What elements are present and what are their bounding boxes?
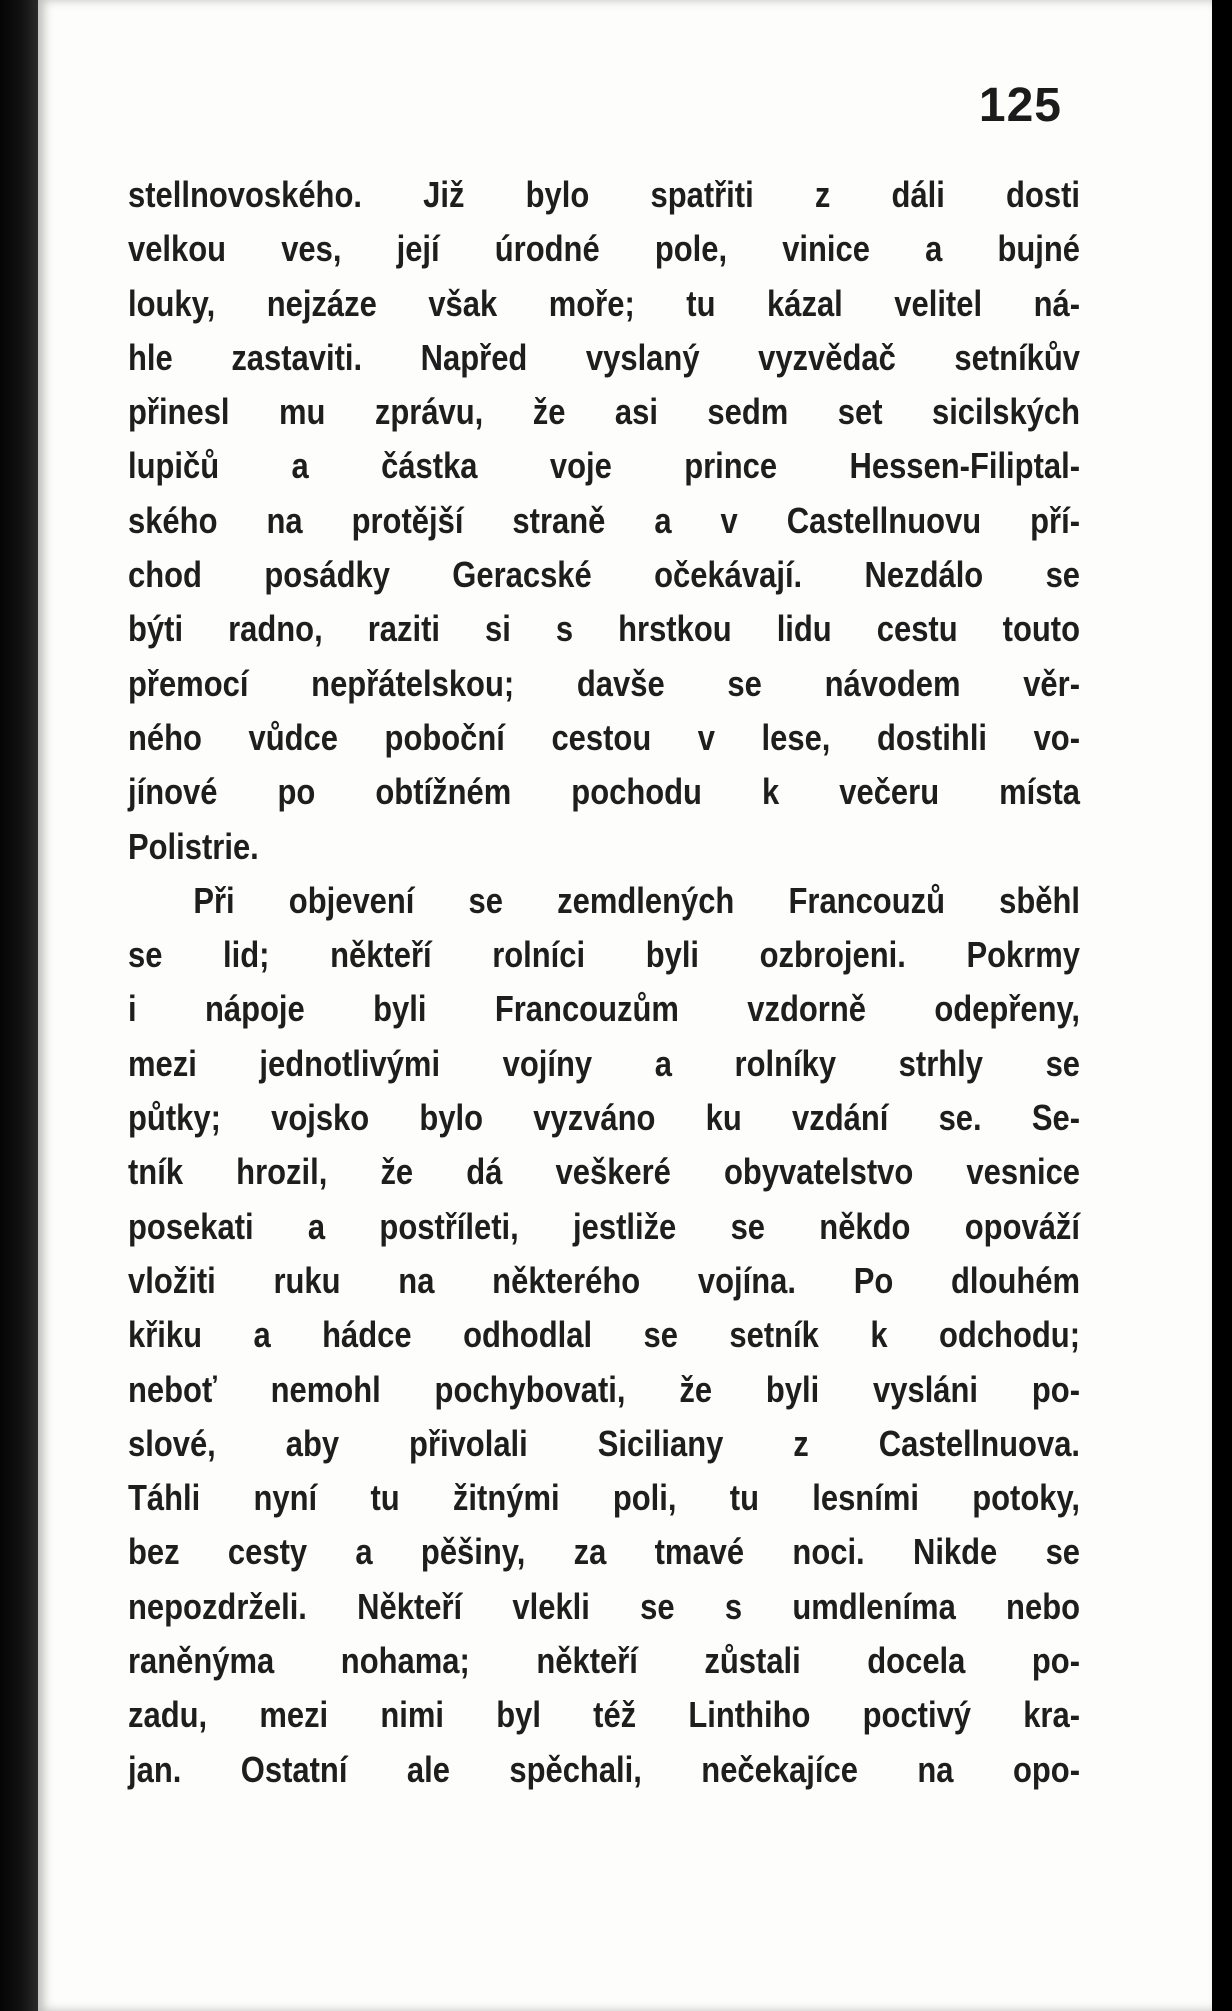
text-line: půtky; vojsko bylo vyzváno ku vzdání se. Se- xyxy=(128,1097,1081,1139)
text-line: ného vůdce poboční cestou v lese, dostihli vo- xyxy=(128,716,1081,758)
text-line: raněnýma nohama; někteří zůstali docela po- xyxy=(128,1640,1081,1682)
text-line: i nápoje byli Francouzům vzdorně odepřeny, xyxy=(128,988,1081,1030)
text-line: Táhli nyní tu žitnými poli, tu lesními potoky, xyxy=(128,1477,1081,1519)
text-line: slové, aby přivolali Siciliany z Castellnuova. xyxy=(128,1422,1081,1464)
text-line: hle zastaviti. Napřed vyslaný vyzvědač setníkův xyxy=(128,336,1081,378)
text-line: jan. Ostatní ale spěchali, nečekajíce na opo- xyxy=(128,1748,1081,1790)
text-line: Polistrie. xyxy=(128,825,259,867)
scan-edge-left xyxy=(0,0,38,2011)
text-line: bez cesty a pěšiny, za tmavé noci. Nikde se xyxy=(128,1531,1081,1573)
text-line: se lid; někteří rolníci byli ozbrojeni. Pokrmy xyxy=(128,934,1081,976)
text-line: nepozdrželi. Někteří vlekli se s umdleníma nebo xyxy=(128,1585,1081,1627)
page-number: 125 xyxy=(978,79,1062,132)
text-line: býti radno, raziti si s hrstkou lidu cestu touto xyxy=(128,608,1081,650)
text-line: přinesl mu zprávu, že asi sedm set sicilských xyxy=(128,391,1081,433)
text-line: louky, nejzáze však moře; tu kázal velitel ná- xyxy=(128,282,1081,324)
text-line: neboť nemohl pochybovati, že byli vysláni po- xyxy=(128,1368,1081,1410)
text-line: ského na protější straně a v Castellnuovu pří- xyxy=(128,499,1081,541)
text-line: vložiti ruku na některého vojína. Po dlouhém xyxy=(128,1259,1081,1301)
text-line: přemocí nepřátelskou; davše se návodem věr- xyxy=(128,662,1081,704)
text-line: velkou ves, její úrodné pole, vinice a bujné xyxy=(128,228,1081,270)
text-line: chod posádky Geracské očekávají. Nezdálo se xyxy=(128,554,1081,596)
text-line: Při objevení se zemdlených Francouzů sběhl xyxy=(193,879,1081,921)
body-text xyxy=(128,168,1081,1797)
text-line: lupičů a částka voje prince Hessen-Filiptal- xyxy=(128,445,1081,487)
text-line: jínové po obtížném pochodu k večeru místa xyxy=(128,771,1081,813)
book-page xyxy=(38,0,1212,2011)
text-line: křiku a hádce odhodlal se setník k odchodu; xyxy=(128,1314,1081,1356)
text-line: zadu, mezi nimi byl též Linthiho poctivý kra- xyxy=(128,1694,1081,1736)
text-line: stellnovoského. Již bylo spatřiti z dáli dosti xyxy=(128,174,1081,215)
text-line: mezi jednotlivými vojíny a rolníky strhly se xyxy=(128,1042,1081,1084)
text-line: posekati a postříleti, jestliže se někdo opováží xyxy=(128,1205,1081,1247)
text-line: tník hrozil, že dá veškeré obyvatelstvo vesnice xyxy=(128,1151,1081,1193)
scan-edge-right xyxy=(1212,0,1232,2011)
